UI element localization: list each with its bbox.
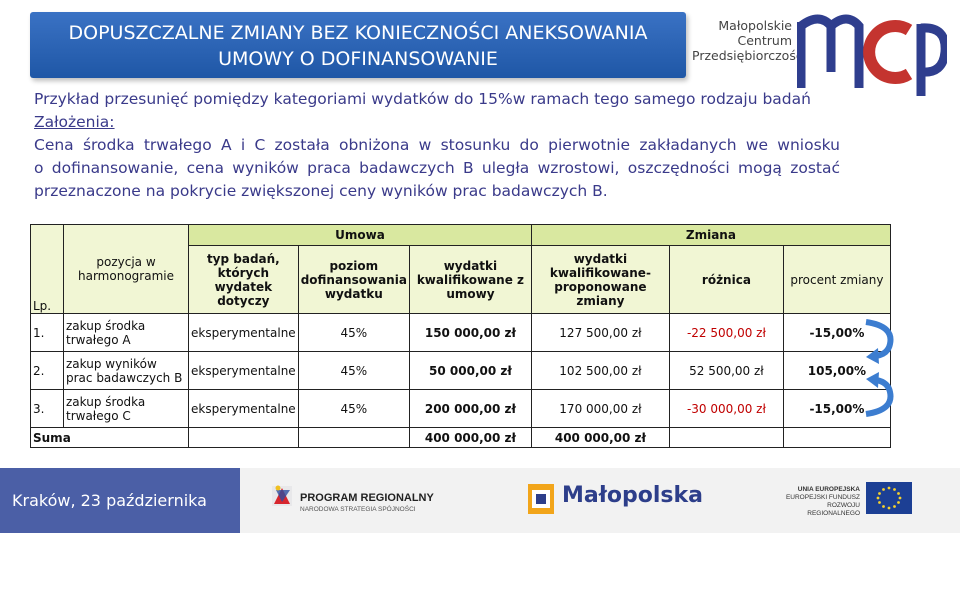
- header-procent: procent zmiany: [783, 246, 890, 314]
- intro-line-5: przeznaczone na pokrycie zwiększonej ceny wyników prac badawczych B.: [34, 182, 608, 200]
- eu-line-1: UNIA EUROPEJSKA: [797, 486, 860, 493]
- program-regionalny-sub: NARODOWA STRATEGIA SPÓJNOŚCI: [300, 506, 416, 513]
- table-row: [31, 390, 891, 428]
- row-proponowane: 127 500,00 zł: [531, 314, 669, 352]
- header-pozycja: pozycja w harmonogramie: [64, 225, 189, 314]
- table-row: [31, 314, 891, 352]
- row-procent: 105,00%: [783, 352, 890, 390]
- header-roznica: różnica: [669, 246, 783, 314]
- logo-line-2: Centrum: [737, 33, 792, 48]
- row-proponowane: 102 500,00 zł: [531, 352, 669, 390]
- transfer-arrows-icon: [860, 318, 900, 418]
- row-roznica: -30 000,00 zł: [669, 390, 783, 428]
- row-poziom: 45%: [298, 314, 409, 352]
- title-line-2: UMOWY O DOFINANSOWANIE: [218, 48, 498, 70]
- program-regionalny-label: PROGRAM REGIONALNY: [300, 492, 434, 504]
- section-zmiana: Zmiana: [531, 225, 890, 246]
- row-roznica: 52 500,00 zł: [669, 352, 783, 390]
- title-line-1: DOPUSZCZALNE ZMIANY BEZ KONIECZNOŚCI ANEKSOWANIA: [68, 22, 648, 44]
- logo-line-3: Przedsiębiorczości: [692, 48, 807, 63]
- row-pozycja: zakup środka trwałego A: [64, 314, 189, 352]
- logo-line-1: Małopolskie: [718, 18, 792, 33]
- header-typ: typ badań, których wydatek dotyczy: [189, 246, 299, 314]
- intro-text: [34, 88, 840, 203]
- row-roznica: -22 500,00 zł: [669, 314, 783, 352]
- row-typ: eksperymentalne: [189, 314, 299, 352]
- malopolska-label: Małopolska: [562, 483, 703, 508]
- row-poziom: 45%: [298, 390, 409, 428]
- footer-date: Kraków, 23 października 2013 r.: [0, 468, 240, 533]
- slide-title: [30, 12, 686, 78]
- row-pozycja: zakup wyników prac badawczych B: [64, 352, 189, 390]
- header-poziom: poziom dofinansowania wydatku: [298, 246, 409, 314]
- eu-line-3: ROZWOJU REGIONALNEGO: [807, 502, 860, 517]
- row-pozycja: zakup środka trwałego C: [64, 390, 189, 428]
- row-lp: 1.: [31, 314, 64, 352]
- table-row: [31, 352, 891, 390]
- mcp-logo-text: [692, 18, 807, 63]
- row-procent: -15,00%: [783, 314, 890, 352]
- row-kwalifikowane: 200 000,00 zł: [409, 390, 531, 428]
- eu-line-2: EUROPEJSKI FUNDUSZ: [785, 494, 860, 501]
- header-lp: Lp.: [31, 225, 64, 314]
- total-proponowane: 400 000,00 zł: [531, 428, 669, 448]
- total-row: [31, 428, 891, 448]
- total-label: Suma: [31, 428, 189, 448]
- row-procent: -15,00%: [783, 390, 890, 428]
- row-typ: eksperymentalne: [189, 352, 299, 390]
- malopolska-logo-icon: [528, 484, 554, 514]
- row-kwalifikowane: 150 000,00 zł: [409, 314, 531, 352]
- intro-line-3: Cena środka trwałego A i C została obniżona w stosunku do pierwotnie zakładanych we wniosku: [34, 136, 840, 154]
- intro-example: Przykład przesunięć pomiędzy kategoriami wydatków do 15%w ramach tego samego rodzaju badań: [34, 90, 811, 108]
- header-kwalifikowane: wydatki kwalifikowane z umowy: [409, 246, 531, 314]
- eu-flag-icon: [866, 482, 912, 514]
- row-kwalifikowane: 50 000,00 zł: [409, 352, 531, 390]
- header-proponowane: wydatki kwalifikowane-proponowane zmiany: [531, 246, 669, 314]
- row-lp: 3.: [31, 390, 64, 428]
- eu-label: [780, 486, 860, 518]
- intro-assumptions-heading: Założenia:: [34, 113, 115, 131]
- section-umowa: Umowa: [189, 225, 532, 246]
- row-poziom: 45%: [298, 352, 409, 390]
- total-kwalifikowane: 400 000,00 zł: [409, 428, 531, 448]
- row-proponowane: 170 000,00 zł: [531, 390, 669, 428]
- row-lp: 2.: [31, 352, 64, 390]
- intro-line-4: o dofinansowanie, cena wyników praca badawczych B uległa wzrostowi, oszczędności mogą zostać: [34, 159, 840, 177]
- budget-table: [30, 224, 891, 448]
- row-typ: eksperymentalne: [189, 390, 299, 428]
